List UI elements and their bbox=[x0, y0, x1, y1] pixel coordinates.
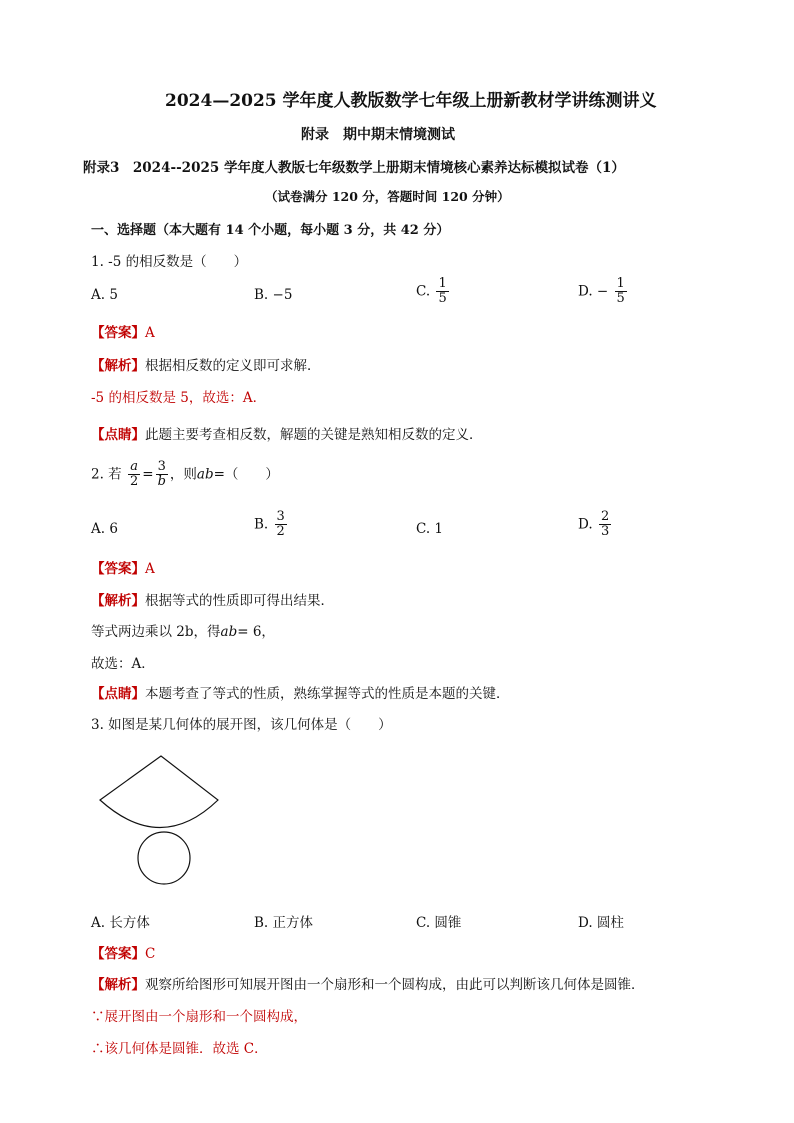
q1-option-a: A. 5 bbox=[91, 287, 118, 303]
q2-ab: ab bbox=[196, 466, 214, 483]
q2-stem bbox=[91, 460, 279, 490]
q1-comment-text: 此题主要考查相反数，解题的关键是熟知相反数的定义． bbox=[145, 427, 483, 443]
section-heading: 一、选择题（本大题有 14 个小题，每小题 3 分，共 42 分） bbox=[91, 223, 450, 238]
q3-option-a: A. 长方体 bbox=[91, 915, 150, 931]
q2-stem-suffix: ，则 bbox=[169, 466, 197, 483]
q2-option-d-fraction bbox=[599, 510, 611, 540]
q2-option-d-denominator: 3 bbox=[600, 524, 610, 540]
q1-option-d-prefix: D. − bbox=[578, 283, 609, 300]
comment-label: 【点睛】 bbox=[91, 686, 145, 702]
q2-option-b-prefix: B. bbox=[254, 516, 269, 533]
q2-comment bbox=[91, 682, 510, 702]
q2-frac1-denominator: 2 bbox=[129, 474, 139, 490]
q2-work-2: 故选：A． bbox=[91, 656, 155, 672]
answer-label: 【答案】 bbox=[91, 561, 145, 577]
q2-fraction-3-over-b bbox=[156, 460, 168, 490]
q3-analysis bbox=[91, 973, 645, 993]
analysis-label: 【解析】 bbox=[91, 358, 145, 374]
analysis-label: 【解析】 bbox=[91, 593, 145, 609]
q1-option-d bbox=[578, 277, 629, 307]
q3-answer bbox=[91, 942, 155, 962]
q3-answer-value: C bbox=[145, 946, 156, 962]
q2-option-b-numerator: 3 bbox=[276, 509, 285, 524]
q1-answer bbox=[91, 321, 155, 341]
q3-option-c: C. 圆锥 bbox=[416, 915, 462, 931]
q3-work-1: ∵展开图由一个扇形和一个圆构成， bbox=[91, 1009, 307, 1025]
q2-option-b-fraction bbox=[275, 510, 287, 540]
document-title: 2024—2025 学年度人教版数学七年级上册新教材学讲练测讲义 bbox=[165, 91, 657, 111]
q2-answer-value: A bbox=[145, 561, 155, 577]
q1-option-c bbox=[416, 277, 451, 307]
q1-work: -5 的相反数是 5，故选：A． bbox=[91, 390, 267, 406]
q2-frac1-numerator: a bbox=[130, 459, 138, 474]
net-figure bbox=[95, 750, 225, 885]
q2-option-d bbox=[578, 510, 613, 540]
q2-work-ab: ab bbox=[220, 624, 238, 640]
answer-label: 【答案】 bbox=[91, 325, 145, 341]
document-subtitle: 附录 期中期末情境测试 bbox=[301, 127, 455, 143]
q3-work-2: ∴该几何体是圆锥．故选 C． bbox=[91, 1041, 268, 1057]
q2-option-d-prefix: D. bbox=[578, 516, 593, 533]
q2-analysis-text: 根据等式的性质即可得出结果． bbox=[145, 593, 334, 609]
q2-option-d-numerator: 2 bbox=[600, 509, 610, 524]
q2-option-c: C. 1 bbox=[416, 521, 444, 537]
comment-label: 【点睛】 bbox=[91, 427, 145, 443]
q2-frac2-denominator: b bbox=[157, 474, 166, 490]
q2-option-a: A. 6 bbox=[91, 521, 118, 537]
exam-note: （试卷满分 120 分，答题时间 120 分钟） bbox=[265, 189, 510, 204]
q2-work bbox=[91, 620, 275, 640]
q2-work-prefix: 等式两边乘以 2b，得 bbox=[91, 624, 221, 640]
q1-analysis bbox=[91, 354, 321, 374]
q2-option-b-denominator: 2 bbox=[276, 524, 285, 540]
circle-shape bbox=[138, 832, 190, 884]
q2-fraction-a-over-2 bbox=[128, 460, 140, 490]
q3-option-b: B. 正方体 bbox=[254, 915, 314, 931]
analysis-label: 【解析】 bbox=[91, 977, 145, 993]
q2-work-suffix: = 6， bbox=[237, 624, 275, 640]
q1-comment bbox=[91, 423, 483, 443]
q1-option-d-denominator: 5 bbox=[616, 291, 625, 307]
paper-title: 附录3 2024--2025 学年度人教版七年级数学上册期末情境核心素养达标模拟试卷（1） bbox=[83, 160, 625, 176]
q2-comment-text: 本题考查了等式的性质，熟练掌握等式的性质是本题的关键． bbox=[145, 686, 510, 702]
q2-stem-end: =（ ） bbox=[213, 466, 279, 483]
q1-option-d-fraction bbox=[615, 277, 627, 307]
q2-option-b bbox=[254, 510, 289, 540]
q2-analysis bbox=[91, 589, 334, 609]
q1-analysis-text: 根据相反数的定义即可求解． bbox=[145, 358, 321, 374]
sector-shape bbox=[100, 756, 218, 828]
answer-label: 【答案】 bbox=[91, 946, 145, 962]
q3-analysis-text: 观察所给图形可知展开图由一个扇形和一个圆构成，由此可以判断该几何体是圆锥． bbox=[145, 977, 645, 993]
q2-equals: = bbox=[142, 466, 154, 483]
q1-option-c-numerator: 1 bbox=[438, 276, 447, 291]
q1-option-d-numerator: 1 bbox=[616, 276, 625, 291]
q1-option-b: B. −5 bbox=[254, 287, 293, 303]
q1-answer-value: A bbox=[145, 325, 155, 341]
q1-option-c-denominator: 5 bbox=[438, 291, 447, 307]
q2-answer bbox=[91, 557, 155, 577]
q3-stem: 3. 如图是某几何体的展开图，该几何体是（ ） bbox=[91, 717, 392, 733]
q1-stem: 1. -5 的相反数是（ ） bbox=[91, 254, 248, 270]
q1-option-c-prefix: C. bbox=[416, 283, 431, 300]
q3-option-d: D. 圆柱 bbox=[578, 915, 624, 931]
q2-frac2-numerator: 3 bbox=[157, 459, 166, 474]
q1-option-c-fraction bbox=[436, 277, 448, 307]
q2-stem-prefix: 2. 若 bbox=[91, 466, 122, 483]
